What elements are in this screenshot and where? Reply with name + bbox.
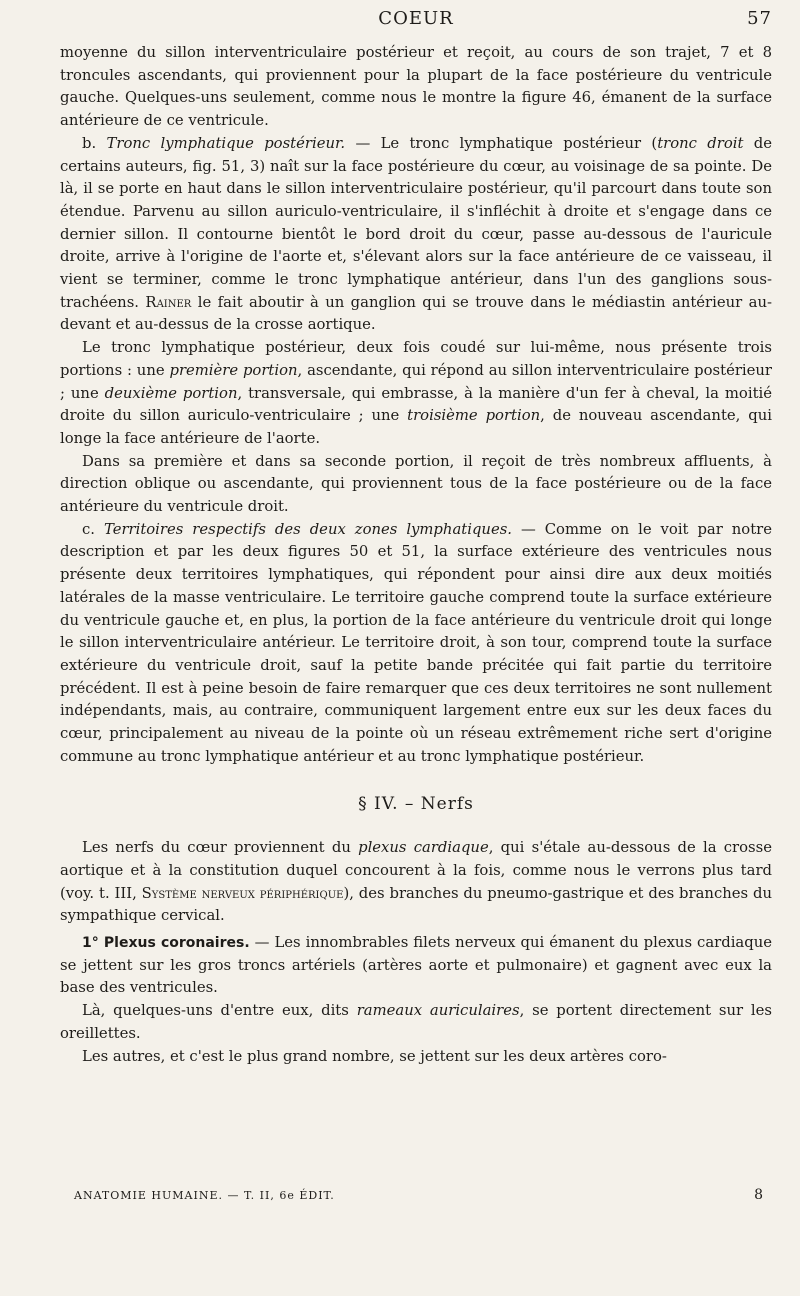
paragraph-text: , transversale, qui embrasse, à la manière d'un fer à cheval, la moitié droite du sillon auriculo-ventriculaire ; une: [60, 384, 772, 425]
signature-number: 8: [754, 1187, 764, 1203]
paragraph-text: — Comme on le voit par notre description et par les deux figures 50 et 51, la surface extérieure des ventricules nous présente deux territoires lymphatiques, qui répondent pour ainsi dire aux deux moitiés latérales de la masse ventriculaire. Le territoire gauche comprend toute la surface extérieure du ventricule gauche et, en plus, la portion de la face antérieure du ventricule droit qui longe le sillon interventriculaire antérieur. Le territoire droit, à son tour, comprend toute la surface extérieure du ventricule droit, sauf la petite bande précitée qui fait partie du territoire précédent. Il est à peine besoin de faire remarquer que ces deux territoires ne sont nullement indépendants, mais, au contraire, communiquent largement entre eux sur les deux faces du cœur, principalement au niveau de la pointe où un réseau extrêmement riche sert d'origine commune au tronc lymphatique antérieur et au tronc lymphatique postérieur.: [60, 520, 772, 765]
italic-term: première portion: [169, 361, 298, 379]
author-name: Rainer: [145, 293, 192, 311]
paragraph-text: Les nerfs du cœur proviennent du: [82, 839, 359, 857]
paragraph-text: moyenne du sillon interventriculaire postérieur et reçoit, au cours de son trajet, 7 et 8 troncules ascendants, qui proviennent pour la plupart de la face postérieure du ventricule gauche. Quelques-uns seulement, comme nous le montre la figure 46, émanent de la surface antérieure de ce ventricule.: [60, 44, 772, 130]
book-page: [60, 0, 772, 1296]
paragraph: [60, 1046, 772, 1069]
italic-term: rameaux auriculaires: [356, 1002, 520, 1020]
paragraph-text: , ascendante, qui répond au sillon interventriculaire postérieur ; une: [60, 361, 773, 402]
paragraph-text: — Le tronc lymphatique postérieur (: [345, 134, 658, 152]
paragraph: [60, 837, 772, 928]
paragraph: [60, 451, 772, 519]
paragraph: [60, 1000, 772, 1045]
paragraph: [60, 932, 772, 1000]
paragraph: [60, 133, 772, 337]
subsection-title: Tronc lymphatique postérieur.: [106, 134, 346, 152]
paragraph: [60, 519, 772, 769]
subheading-plexus-coronaires: 1° Plexus coronaires.: [82, 935, 250, 952]
paragraph-text: ), des branches du pneumo-gastrique et des branches du sympathique cervical.: [60, 884, 772, 925]
paragraph: [60, 337, 772, 451]
paragraph-text: Le tronc lymphatique postérieur, deux fois coudé sur lui-même, nous présente trois portions : une: [60, 339, 772, 379]
page-number: 57: [747, 8, 772, 29]
subsection-label: b.: [82, 134, 97, 152]
running-head: [60, 8, 772, 38]
paragraph-text: Les autres, et c'est le plus grand nombre, se jettent sur les deux artères coro-: [82, 1047, 667, 1065]
italic-term: tronc droit: [657, 134, 744, 152]
paragraph-text: de certains auteurs, fig. 51, 3) naît sur la face postérieure du cœur, au voisinage de sa pointe. De là, il se porte en haut dans le sillon interventriculaire postérieur, qu'il parcourt dans toute son étendue. Parvenu au sillon auriculo-ventriculaire, il s'infléchit à droite et s'engage dans ce dernier sillon. Il contourne bientôt le bord droit du cœur, passe au-dessous de l'auricule droite, arrive à l'origine de l'aorte et, s'élevant alors sur la face antérieure de ce vaisseau, il vient se terminer, comme le tronc lymphatique antérieur, dans l'un des ganglions sous-trachéens.: [60, 134, 772, 311]
subsection-label: c.: [82, 520, 95, 538]
subsection-title: Territoires respectifs des deux zones lymphatiques.: [103, 520, 512, 538]
italic-term: deuxième portion: [104, 384, 238, 402]
running-title: COEUR: [378, 8, 454, 29]
italic-term: troisième portion: [407, 407, 541, 425]
paragraph-text: le fait aboutir à un ganglion qui se trouve dans le médiastin antérieur au-devant et au-dessus de la crosse aortique.: [60, 293, 772, 334]
paragraph-text: , de nouveau ascendante, qui longe la face antérieure de l'aorte.: [60, 407, 772, 447]
section-heading: § IV. – Nerfs: [358, 793, 474, 814]
body-text: [60, 42, 772, 1068]
paragraph-text: , qui s'étale au-dessous de la crosse aortique et à la constitution duquel concourent à la fois, comme nous le verrons plus tard (voy. t. III,: [60, 839, 772, 902]
paragraph: [60, 42, 772, 133]
cross-reference: Système nerveux périphérique: [141, 884, 344, 902]
paragraph-text: Là, quelques-uns d'entre eux, dits: [82, 1002, 357, 1020]
paragraph-text: , se portent directement sur les oreillettes.: [60, 1002, 772, 1042]
footer-signature: ANATOMIE HUMAINE. — T. II, 6e ÉDIT.: [74, 1189, 335, 1202]
italic-term: plexus cardiaque: [358, 839, 489, 857]
paragraph-text: Dans sa première et dans sa seconde portion, il reçoit de très nombreux affluents, à direction oblique ou ascendante, qui proviennent tous de la face postérieure ou de la face antérieure du ventricule droit.: [60, 452, 772, 516]
paragraph-text: — Les innombrables filets nerveux qui émanent du plexus cardiaque se jettent sur les gros troncs artériels (artères aorte et pulmonaire) et gagnent avec eux la base des ventricules.: [60, 934, 773, 997]
